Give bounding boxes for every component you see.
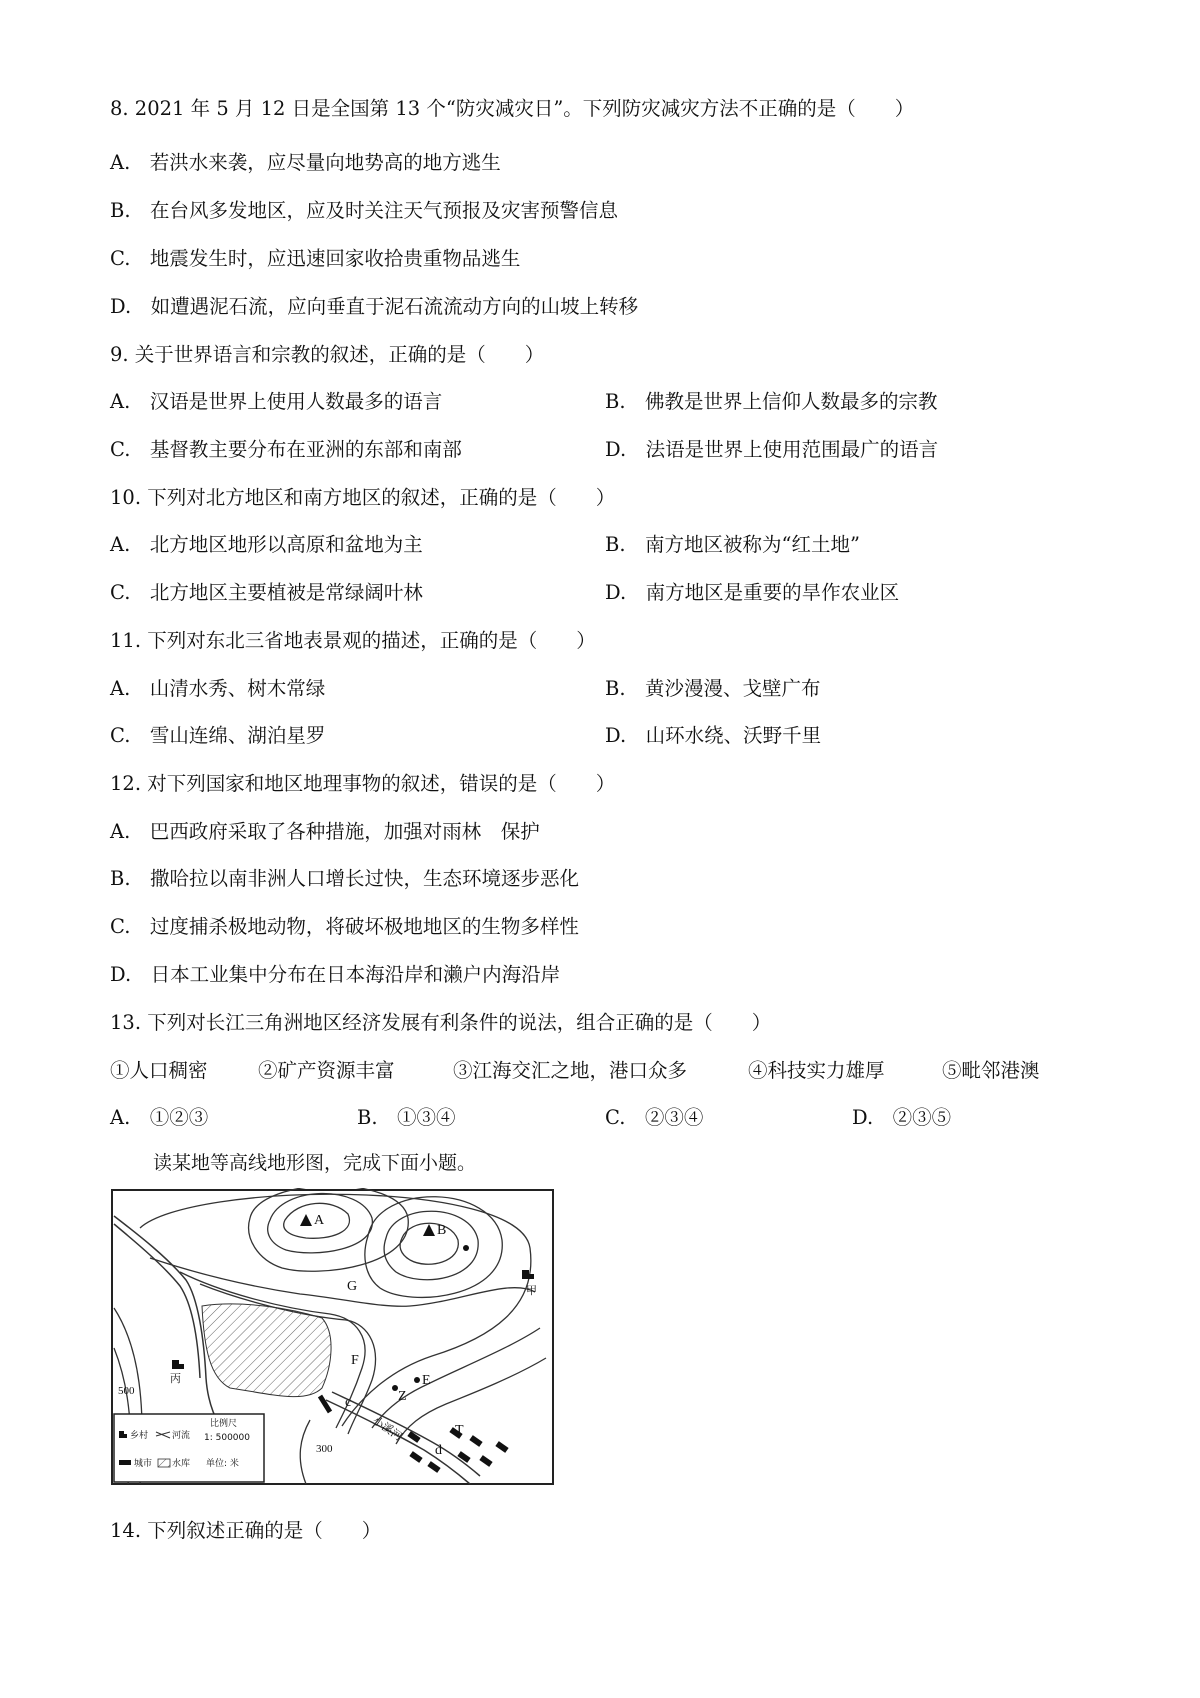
legend-city: 城市 xyxy=(134,1459,153,1469)
q12-option-c[interactable]: C. 过度捕杀极地动物，将破坏极地地区的生物多样性 xyxy=(110,915,579,938)
label-river: 小溪河 xyxy=(370,1414,405,1444)
q12-option-d[interactable]: D. 日本工业集中分布在日本海沿岸和濑户内海沿岸 xyxy=(110,963,561,986)
q9-stem: 9. 关于世界语言和宗教的叙述，正确的是（ ） xyxy=(110,343,545,366)
map-intro: 读某地等高线地形图，完成下面小题。 xyxy=(153,1152,477,1174)
map-legend xyxy=(114,1414,264,1482)
q13-stem: 13. 下列对长江三角洲地区经济发展有利条件的说法，组合正确的是（ ） xyxy=(110,1011,772,1034)
q13-condition-5: ⑤毗邻港澳 xyxy=(942,1059,1040,1082)
q13-option-d[interactable]: D. ②③⑤ xyxy=(852,1106,952,1129)
legend-river: 河流 xyxy=(172,1431,191,1441)
q11-option-c[interactable]: C. 雪山连绵、湖泊星罗 xyxy=(110,724,326,747)
legend-scale-title: 比例尺 xyxy=(210,1419,238,1429)
q10-option-d[interactable]: D. 南方地区是重要的旱作农业区 xyxy=(605,581,900,604)
q13-condition-3: ③江海交汇之地，港口众多 xyxy=(453,1059,688,1082)
q12-option-a[interactable]: A. 巴西政府采取了各种措施，加强对雨林 保护 xyxy=(110,820,540,843)
legend-reservoir: 水库 xyxy=(172,1459,191,1469)
label-b: B xyxy=(437,1223,447,1238)
q12-stem: 12. 对下列国家和地区地理事物的叙述，错误的是（ ） xyxy=(110,772,616,795)
label-f: F xyxy=(351,1353,359,1368)
contour-map xyxy=(110,1188,555,1488)
q13-condition-1: ①人口稠密 xyxy=(110,1059,208,1082)
q8-option-b[interactable]: B. 在台风多发地区，应及时关注天气预报及灾害预警信息 xyxy=(110,199,619,222)
q11-stem: 11. 下列对东北三省地表景观的描述，正确的是（ ） xyxy=(110,629,596,652)
q9-option-d[interactable]: D. 法语是世界上使用范围最广的语言 xyxy=(605,438,939,461)
q13-option-c[interactable]: C. ②③④ xyxy=(605,1106,704,1129)
q13-condition-4: ④科技实力雄厚 xyxy=(748,1059,885,1082)
label-jia: 甲 xyxy=(526,1285,537,1297)
q8-option-c[interactable]: C. 地震发生时，应迅速回家收拾贵重物品逃生 xyxy=(110,247,521,270)
q11-option-d[interactable]: D. 山环水绕、沃野千里 xyxy=(605,724,822,747)
label-g: G xyxy=(347,1279,358,1294)
q10-option-c[interactable]: C. 北方地区主要植被是常绿阔叶林 xyxy=(110,581,423,604)
q11-option-b[interactable]: B. 黄沙漫漫、戈壁广布 xyxy=(605,677,821,700)
label-a: A xyxy=(314,1213,325,1228)
label-z: Z xyxy=(398,1389,407,1404)
q12-option-b[interactable]: B. 撒哈拉以南非洲人口增长过快，生态环境逐步恶化 xyxy=(110,867,580,890)
legend-village: 乡村 xyxy=(130,1431,149,1441)
q8-stem: 8. 2021 年 5 月 12 日是全国第 13 个“防灾减灾日”。下列防灾减灾方法不正确的是（ ） xyxy=(110,97,915,120)
q13-condition-2: ②矿产资源丰富 xyxy=(258,1059,395,1082)
q11-option-a[interactable]: A. 山清水秀、树木常绿 xyxy=(110,677,326,700)
legend-unit: 单位: 米 xyxy=(206,1459,239,1469)
label-e: E xyxy=(422,1373,431,1388)
q9-option-c[interactable]: C. 基督教主要分布在亚洲的东部和南部 xyxy=(110,438,462,461)
q13-option-b[interactable]: B. ①③④ xyxy=(357,1106,456,1129)
q8-option-d[interactable]: D. 如遭遇泥石流，应向垂直于泥石流流动方向的山坡上转移 xyxy=(110,295,639,318)
q10-option-b[interactable]: B. 南方地区被称为“红土地” xyxy=(605,533,860,556)
legend-scale-value: 1: 500000 xyxy=(204,1433,250,1443)
label-c: c xyxy=(345,1395,352,1410)
q13-option-a[interactable]: A. ①②③ xyxy=(110,1106,209,1129)
q9-option-a[interactable]: A. 汉语是世界上使用人数最多的语言 xyxy=(110,390,443,413)
contour-label-500: 500 xyxy=(118,1385,135,1397)
q8-option-a[interactable]: A. 若洪水来袭，应尽量向地势高的地方逃生 xyxy=(110,151,501,174)
label-t: T xyxy=(455,1423,464,1438)
q10-stem: 10. 下列对北方地区和南方地区的叙述，正确的是（ ） xyxy=(110,486,616,509)
contour-label-300: 300 xyxy=(316,1443,333,1455)
q9-option-b[interactable]: B. 佛教是世界上信仰人数最多的宗教 xyxy=(605,390,938,413)
label-d: d xyxy=(435,1443,442,1458)
q10-option-a[interactable]: A. 北方地区地形以高原和盆地为主 xyxy=(110,533,423,556)
q14-stem: 14. 下列叙述正确的是（ ） xyxy=(110,1519,382,1542)
label-bing: 丙 xyxy=(170,1373,181,1385)
